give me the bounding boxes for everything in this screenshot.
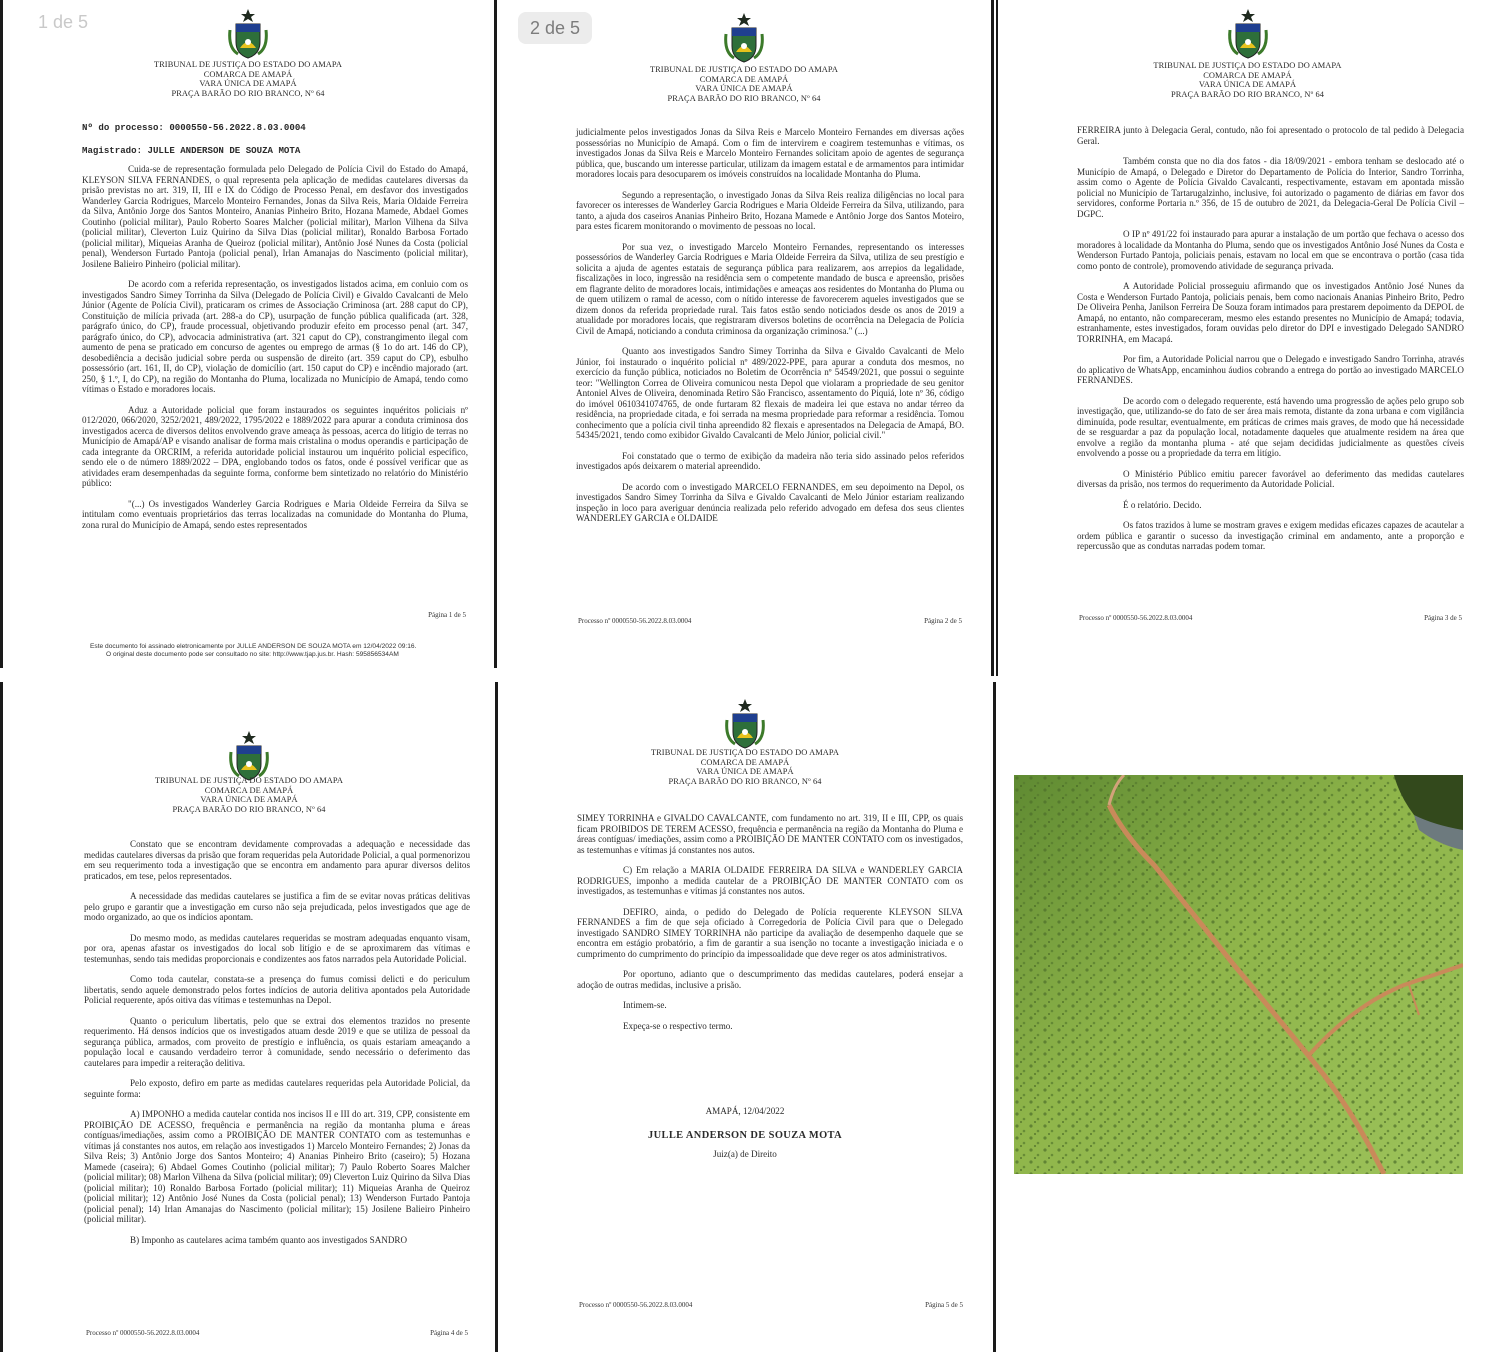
document-page-2 <box>498 0 990 668</box>
paragraph: Constato que se encontram devidamente comprovadas a adequação e necessidade das medidas cautelares diversas da prisão que foram requeridas pela Autoridade Policial, a qual pormenorizou em seu requerimento toda a investigação que se encontra em andamento para apurar diversos delitos praticados, em tese, pelos representados. <box>84 839 470 881</box>
paragraph: De acordo com o investigado MARCELO FERNANDES, em seu depoimento na Depol, os investigados Sandro Simey Torrinha da Silva e Givaldo Cavalcanti de Melo Júnior estariam realizando inspeção in loco para averiguar denúncia realizada pelo referido advogado em defesa dos seus clientes WANDERLEY GARCIA e OLDAIDE <box>576 481 964 523</box>
court-name: TRIBUNAL DE JUSTIÇA DO ESTADO DO AMAPA <box>650 748 840 757</box>
court-header <box>4 60 492 98</box>
paragraph: FERREIRA junto à Delegacia Geral, contudo, não foi apresentado o protocolo de tal pedido à Delegacia Geral. <box>1077 125 1464 146</box>
separator <box>0 682 3 1352</box>
paragraph: Aduz a Autoridade policial que foram instaurados os seguintes inquéritos policiais nº 012/2020, 066/2020, 3252/2021, 489/2022, 1795/2022 e 1889/2022 para apurar a conduta criminosa dos investigados acerca de diversos delitos envolvendo grave ameaça às pessoas, acerca do litígio de terras no Município de Amapá/AP e visando analisar de forma mais cristalina o modus operandis e participação de cada integrante da ORCRIM, a referida autoridade policial instaurou um inquérito policial específico, sendo ele o de número 1889/2022 – DPA, englobando todos os fatos, onde é possível verificar que as atividades eram desempenhadas da seguinte forma, conforme bem sintetizado no relatório do Ministério público: <box>82 404 468 488</box>
tree-cover <box>1014 775 1463 1174</box>
paragraph: Segundo a representação, o investigado Jonas da Silva Reis realiza diligências no local para favorecer os interesses de Wanderley Garcia Rodrigues e Maria Oldeide Ferreira da Silva, utilizando, para tanto, a ajuda dos caseiros Ananias Pinheiro Brito, Hozana Mamede e Antônio Jorge dos Santos Moteiro, para estes ficarem monitorando o movimento de pessoas no local. <box>576 189 964 231</box>
court-district: COMARCA DE AMAPÁ <box>203 69 293 79</box>
process-number: Nº do processo: 0000550-56.2022.8.03.0004 <box>82 122 306 133</box>
court-division: VARA ÚNICA DE AMAPÁ <box>696 767 794 777</box>
document-page-1 <box>4 0 492 668</box>
court-division: VARA ÚNICA DE AMAPÁ <box>695 84 793 94</box>
paragraph: Como toda cautelar, constata-se a presença do fumus comissi delicti e do periculum libertatis, sendo aquele demonstrado pelos fortes indícios de autoria delitiva apontados pela Autoridade Policial requerente, após oitiva das vítimas e testemunhas na Depol. <box>84 974 470 1005</box>
court-name: TRIBUNAL DE JUSTIÇA DO ESTADO DO AMAPA <box>1153 61 1342 70</box>
court-address: PRAÇA BARÃO DO RIO BRANCO, Nº 64 <box>1170 89 1325 99</box>
page-number: Página 2 de 5 <box>924 617 962 625</box>
coat-of-arms-icon <box>226 8 270 60</box>
court-name: TRIBUNAL DE JUSTIÇA DO ESTADO DO AMAPA <box>154 776 344 785</box>
process-footer: Processo nº 0000550-56.2022.8.03.0004 <box>1079 614 1193 622</box>
magistrate-name: Magistrado: JULLE ANDERSON DE SOUZA MOTA <box>82 144 301 156</box>
paragraph: Quanto aos investigados Sandro Simey Torrinha da Silva e Givaldo Cavalcanti de Melo Júnior, foi instaurado o inquérito policial nº 489/2022-PPE, para apurar a conduta dos mesmos, no exercício da função pública, noticiados no Boletim de Ocorrência nº 54549/2021, que possui o seguinte teor: "Wellington Correa de Oliveira comunicou nesta Depol que violaram a propriedade de seu genitor Antoniel Alves de Oliveira, denominada Retiro São Francisco, assentamento do Piquiá, lote nº 36, código do imóvel 0610341074765, de onde furtaram 82 flexais de madeira lei que estava no andar térreo da residência, na propriedade citada, e foi serrada na mesma propriedade para reformar a residência. Tomou conhecimento que a polícia civil tinha apreendido 82 flexais e apresentados na Delegacia de Amapá, BO. 54345/2021, tendo como exibidor Givaldo Cavalcanti de Melo Júnior, policial civil." <box>576 346 964 440</box>
coat-of-arms-icon <box>722 12 766 64</box>
page-number: Página 5 de 5 <box>925 1301 963 1309</box>
separator <box>495 682 498 1352</box>
court-division: VARA ÚNICA DE AMAPÁ <box>200 795 298 805</box>
court-division: VARA ÚNICA DE AMAPÁ <box>199 79 297 89</box>
paragraph: Foi constatado que o termo de exibição da madeira não teria sido assinado pelos referidos investigados após deixarem o material apreendido. <box>576 450 964 471</box>
closing-intimem: Intimem-se. <box>623 1000 667 1010</box>
page-body <box>84 839 470 1255</box>
page-body <box>577 813 963 1041</box>
verification-note: O original deste documento pode ser consultado no site: http://www.tjap.jus.br. Hash: 595856534AM <box>106 651 399 658</box>
paragraph: Por oportuno, adianto que o descumprimento das medidas cautelares, poderá ensejar a adoção de outras medidas, inclusive a prisão. <box>577 969 963 990</box>
coat-of-arms-icon <box>227 730 271 782</box>
paragraph: Por fim, a Autoridade Policial narrou que o Delegado e investigado Sandro Torrinha, através do aplicativo de WhatsApp, encaminhou áudios cobrando a entrega do portão ao investigado MARCELO FERNANDES. <box>1077 354 1464 385</box>
court-district: COMARCA DE AMAPÁ <box>699 74 789 84</box>
court-header <box>499 748 991 786</box>
court-district: COMARCA DE AMAPÁ <box>700 757 790 767</box>
paragraph: De acordo com o delegado requerente, está havendo uma progressão de ações pelo grupo sob investigação, que, utilizando-se do fato de ser área mais remota, distante da zona urbana e com vigilância diminuída, pode resultar, eventualmente, em práticas de crimes mais graves, de modo que há necessidade de se resguardar a paz da população local, notadamente daqueles que atualmente residem na área que envolve a região da montanha pluma - até que sejam decididas judicialmente as questões cíveis envolvendo a posse ou a propriedade da terra em litígio. <box>1077 395 1464 458</box>
paragraph: Por sua vez, o investigado Marcelo Monteiro Fernandes, representando os interesses possessórios de Wanderley Garcia Rodrigues e Maria Oldeide Ferreira da Silva, utiliza de seu prestígio e solicita a ajuda de agentes estatais de segurança pública para realizarem, aos arrepios da legalidade, fiscalizações in loco, ingressão na residência sem o competente mandado de busca e apreensão, prisões em flagrante delito de moradores locais, intimidações e ameaças aos residentes do Montanha do Pluma ou de quem utilizem o ramal de acesso, com o nítido interesse de favorecerem aqueles investigados que se dizem donos da referida propriedade rural. Tais fatos estão sendo noticiados desde os anos de 2019 a atualidade por moradores locais, que registraram diversos boletins de ocorrência na Delegacia de Polícia Civil de Amapá, noticiando a conduta criminosa da organização criminosa." (...) <box>576 241 964 336</box>
paragraph: judicialmente pelos investigados Jonas da Silva Reis e Marcelo Monteiro Fernandes em diversas ações possessórias no Município de Amapá. Com o fim de intervirem e coagirem testemunhas e vítimas, os investigados Jonas da Silva Reis e Marcelo Monteiro Fernandes solicitam apoio de agentes de segurança pública, que, buscando um interesse particular, utilizam da imagem estatal e de armamentos para intimidar moradores locais para desocuparem os imóveis construídos na localidade Montanha do Pluma. <box>576 127 964 179</box>
court-district: COMARCA DE AMAPÁ <box>204 785 294 795</box>
paragraph: DEFIRO, ainda, o pedido do Delegado de Polícia requerente KLEYSON SILVA FERNANDES a fim de que seja oficiado à Corregedoria de Polícia Civil para que o Delegado investigado SANDRO SIMEY TORRINHA não participe da avaliação de desempenho daquele que se encontra em estágio probatório, a fim de garantir a sua isenção no tocante a investigação iniciada e o cumprimento do cumprimento do princípio da impessoalidade que deve reger os atos administrativos. <box>577 906 963 959</box>
page-number: Página 3 de 5 <box>1424 614 1462 622</box>
court-name: TRIBUNAL DE JUSTIÇA DO ESTADO DO AMAPA <box>649 65 839 74</box>
court-name: TRIBUNAL DE JUSTIÇA DO ESTADO DO AMAPA <box>153 60 343 69</box>
aerial-landscape-photo <box>1014 775 1463 1174</box>
place-date: AMAPÁ, 12/04/2022 <box>705 1106 785 1116</box>
signature-block <box>499 1106 991 1160</box>
paragraph: É o relatório. Decido. <box>1123 499 1202 510</box>
process-footer: Processo nº 0000550-56.2022.8.03.0004 <box>579 1301 693 1309</box>
judge-name: JULLE ANDERSON DE SOUZA MOTA <box>647 1129 843 1141</box>
paragraph: SIMEY TORRINHA e GIVALDO CAVALCANTE, com fundamento no art. 319, II e III, CPP, os quais ficam PROIBIDOS DE TEREM ACESSO, frequência e permanência na região da Montanha do Pluma e áreas contíguas/ imediações, assim como a PROIBIÇÃO DE MANTER CONTATO com os investigados, as testemunhas e vítimas já constantes nos autos. <box>577 813 963 855</box>
paragraph: B) Imponho as cautelares acima também quanto aos investigados SANDRO <box>130 1234 408 1245</box>
court-header <box>498 65 990 103</box>
court-address: PRAÇA BARÃO DO RIO BRANCO, Nº 64 <box>171 88 325 98</box>
process-footer: Processo nº 0000550-56.2022.8.03.0004 <box>578 617 692 625</box>
paragraph: O Ministério Público emitiu parecer favorável ao deferimento das medidas cautelares diversas da prisão, nos termos do requerimento da Autoridade Policial. <box>1077 468 1464 489</box>
court-address: PRAÇA BARÃO DO RIO BRANCO, Nº 64 <box>667 93 821 103</box>
court-address: PRAÇA BARÃO DO RIO BRANCO, Nº 64 <box>668 776 822 786</box>
paragraph: De acordo com a referida representação, os investigados listados acima, em conluio com os investigados Sandro Simey Torrinha da Silva (Delegado de Polícia Civil) e Givaldo Cavalcanti de Melo Júnior (Agente de Polícia Civil), praticaram os crimes de Associação Criminosa (art. 288 caput do CP), Constituição de milícia privada (art. 288-a do CP), usurpação de função pública qualificada (art. 328, parágrafo único, do CP), fraude processual, objetivando produzir efeito em processo penal (art. 347, parágrafo único, do CP), advocacia administrativa (art. 321 caput do CP), constrangimento ilegal com aumento de pena se praticado em concurso de agentes ou emprego de armas (§ 1o do art. 146 do CP), desobediência a decisão judicial sobre perda ou suspensão de direito (art. 359 caput do CP), esbulho possessório (art. 161, II, do CP), violação de domicílio (art. 150 caput do CP) e incêndio majorado (art. 250, § 1.º, I, do CP), na região do Montanha do Pluma, localizada no Município de Amapá, tendo como vítimas o Estado e moradores locais. <box>82 279 468 394</box>
paragraph: Cuida-se de representação formulada pelo Delegado de Polícia Civil do Estado do Amapá, KLEYSON SILVA FERNANDES, o qual representa pela aplicação de medidas cautelares diversas da prisão previstas no art. 319, II, III e IX do Código de Processo Penal, em desfavor dos investigados Wanderley Garcia Rodrigues, Marcelo Monteiro Fernandes, Jonas da Silva Reis, Maria Oldaide Ferreira da Silva, Antônio Jorge dos Santos Monteiro, Ananias Pinheiro Brito, Hozana Mamede, Abdael Gomes Coutinho (policial militar), Paulo Roberto Soares Malcher (policial militar), Marlon Vilhena da Silva (policial militar), Cleverton Luiz Quirino da Silva Dias (policial militar), Ronaldo Barbosa Fortado (policial militar), Miqueias Aranha de Queiroz (policial militar), Antônio José Nunes da Costa (policial penal), Wenderson Furtado Pantoja (policial penal), Irlan Amanajas do Nascimento (policial militar), Josilene Balieiro Pinheiro (policial militar). <box>82 164 468 269</box>
process-footer: Processo nº 0000550-56.2022.8.03.0004 <box>86 1329 200 1337</box>
paragraph: O IP nº 491/22 foi instaurado para apurar a instalação de um portão que fechava o acesso dos moradores à localidade da Montanha do Pluma, sendo que os investigados Antônio José Nunes da Costa e Wenderson Furtado Pantoja, policiais penais, estavam no local em que se encontrava o portão (casa tida como ponto de controle), promovendo atividade de segurança privada. <box>1077 229 1464 271</box>
paragraph: A Autoridade Policial prosseguiu afirmando que os investigados Antônio José Nunes da Costa e Wenderson Furtado Pantoja, policiais penais, bem como nacionais Ananias Pinheiro Brito, Pedro De Oliveira Penha, Janilson Ferreira De Souza foram intimados para prestarem depoimento da DEPOL de Amapá, no entanto, não compareceram, mesmo eles estando presentes no Município de Amapá; todavia, estranhamente, estes investigados, foram ouvidas pelo diretor do DPI e investigado Delegado SANDRO TORRINHA, em Macapá. <box>1077 281 1464 344</box>
page-body <box>82 123 468 540</box>
quote-paragraph: "(...) Os investigados Wanderley Garcia Rodrigues e Maria Oldeide Ferreira da Silva se intitulam como eventuais proprietários das terras localizadas na comunidade do Montanha do Pluma, zona rural do Município de Amapá, sendo estes representados <box>82 498 468 530</box>
court-division: VARA ÚNICA DE AMAPÁ <box>1198 80 1297 90</box>
court-address: PRAÇA BARÃO DO RIO BRANCO, Nº 64 <box>172 804 326 814</box>
paragraph: A) IMPONHO a medida cautelar contida nos incisos II e III do art. 319, CPP, consistente em PROIBIÇÃO DE ACESSO, frequência e permanência na região da montanha pluma e áreas contíguas/imediações, assim como a PROIBIÇÃO DE MANTER CONTATO com as testemunhas e vítimas já constantes nos autos, em relação aos investigados 1) Marcelo Monteiro Fernandes; 2) Jonas da Silva Reis; 3) Antônio Jorge dos Santos Monteiro; 4) Ananias Pinheiro Brito (caseiro); 5) Hozana Mamede (caseira); 6) Abdael Gomes Coutinho (policial militar); 7) Paulo Roberto Soares Malcher (policial militar); 08) Marlon Vilhena da Silva (policial militar); 09) Cleverton Luiz Quirino da Silva Dias (policial militar); 10) Ronaldo Barbosa Fortado (policial militar); 11) Miqueias Aranha de Queiroz (policial militar); 12) Antônio José Nunes da Costa (policial penal); 13) Wenderson Furtado Pantoja (policial penal); 14) Irlan Amanajas do Nascimento (policial militar); 15) Josilene Balieiro Pinheiro (policial militar). <box>84 1109 470 1224</box>
paragraph: Também consta que no dia dos fatos - dia 18/09/2021 - embora tenham se deslocado até o Município de Amapá, o Delegado e Diretor do Departamento de Polícia do Interior, Sandro Torrinha, assim como o Agente de Polícia Givaldo Cavalcanti, respectivamente, estavam em apontada missão policial no Município de Tartarugalzinho, inclusive, foi autorizado o pagamento de diárias em favor dos servidores, conforme Portaria n.º 356, de 15 de outubro de 2021, da Delegacia-Geral De Polícia Civil – DGPC. <box>1077 156 1464 219</box>
separator <box>991 0 994 676</box>
page-body <box>576 127 964 534</box>
paragraph: Quanto o periculum libertatis, pelo que se extrai dos elementos trazidos no presente requerimento. Há densos indícios que os investigados atuam desde 2019 e que se utiliza de pessoal da segurança pública, armados, com proveito de prestígio e influência, os quais estariam ameaçando a população local e causando verdadeiro terror à comunidade, sendo necessário o deferimento das cautelares para impedir a reiteração delitiva. <box>84 1015 470 1068</box>
document-page-5 <box>499 684 991 1352</box>
closing-expeca: Expeça-se o respectivo termo. <box>623 1020 733 1031</box>
document-page-3 <box>999 0 1496 676</box>
separator <box>0 0 3 668</box>
paragraph: Pelo exposto, defiro em parte as medidas cautelares requeridas pela Autoridade Policial, da seguinte forma: <box>84 1078 470 1099</box>
document-page-4 <box>4 684 494 1352</box>
separator <box>993 682 996 1352</box>
coat-of-arms-icon <box>1226 8 1270 60</box>
page-body <box>1077 125 1464 562</box>
paragraph: A necessidade das medidas cautelares se justifica a fim de se evitar novas práticas delitivas pelo grupo e garantir que a investigação em curso não seja prejudicada, pelos investigados que age de modo organizado, ao que os indícios apontam. <box>84 891 470 922</box>
separator <box>494 0 497 668</box>
separator <box>996 0 998 676</box>
court-header <box>999 61 1496 99</box>
signature-note: Este documento foi assinado eletronicamente por JULLE ANDERSON DE SOUZA MOTA em 12/04/2022 09:16. <box>90 643 417 650</box>
coat-of-arms-icon <box>723 698 767 750</box>
page-counter: 1 de 5 <box>26 6 100 38</box>
judge-role: Juiz(a) de Direito <box>713 1149 777 1159</box>
paragraph: Do mesmo modo, as medidas cautelares requeridas se mostram adequadas enquanto visam, por ora, apenas afastar os investigados do local sob litígio e de se aproximarem das vítimas e testemunhas, sendo tais medidas proporcionais e condizentes aos fatos narrados pela Autoridade Policial. <box>84 932 470 964</box>
paragraph: Os fatos trazidos à lume se mostram graves e exigem medidas eficazes capazes de acautelar a ordem pública e garantir o sucesso da investigação criminal em andamento, ante a proporção e repercussão que as condutas narradas podem tomar. <box>1077 520 1464 551</box>
paragraph: C) Em relação a MARIA OLDAIDE FERREIRA DA SILVA e WANDERLEY GARCIA RODRIGUES, imponho a medida cautelar de a PROIBIÇÃO DE MANTER CONTATO com os investigados, as testemunhas e vítimas já constantes nos autos. <box>577 865 963 896</box>
court-district: COMARCA DE AMAPÁ <box>1203 70 1292 80</box>
page-number: Página 4 de 5 <box>430 1329 468 1337</box>
page-counter: 2 de 5 <box>518 12 592 44</box>
court-header <box>4 776 494 814</box>
page-number: Página 1 de 5 <box>428 611 466 619</box>
